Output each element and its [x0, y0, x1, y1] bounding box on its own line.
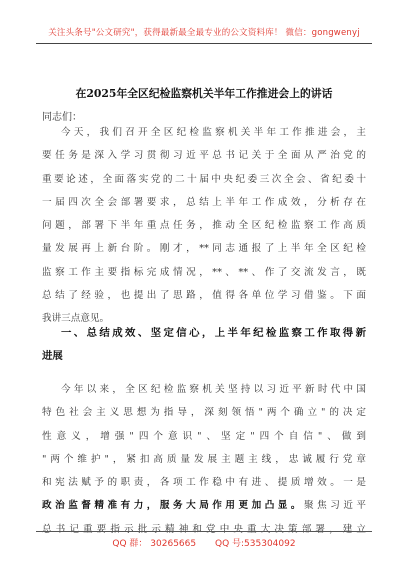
paragraph-line: 我讲三点意见。 [42, 313, 110, 325]
paragraph-line: 重要论述，全面落实党的二十届中央纪委三次全会、省纪委十 [42, 173, 366, 185]
paragraph-line: 总书记重要指示批示精神和党中央重大决策部署，建立 [42, 523, 366, 535]
paragraph-2 [42, 378, 366, 541]
paragraph-line: 今年以来，全区纪检监察机关坚持以习近平新时代中国 [61, 384, 366, 395]
section-heading-1 [42, 322, 366, 368]
footer-divider [36, 531, 372, 532]
document-title: 在2025年全区纪检监察机关半年工作推进会上的讲话 [75, 87, 333, 100]
paragraph-line [42, 494, 366, 517]
paragraph-line: 监察工作主要指标完成情况，**、**、作了交流发言，既 [42, 266, 366, 278]
paragraph-line: 今天，我们召开全区纪检监察机关半年工作推进会，主 [61, 127, 366, 138]
qq-number-text: QQ 号:535304092 [214, 539, 296, 549]
paragraph-line: 问题，部署下半年重点任务，推动全区纪检监察工作高质 [42, 220, 366, 232]
heading-line: 一、总结成效、坚定信心，上半年纪检监察工作取得新 [61, 327, 366, 339]
qq-group-text: QQ 群： 30265665 [112, 539, 197, 549]
paragraph-line: 和宪法赋予的职责，各项工作稳中有进、提质增效。一是 [42, 477, 366, 489]
emphasis-text: 政治监督精准有力，服务大局作用更加凸显。 [42, 500, 305, 512]
paragraph-line: 要任务是深入学习贯彻习近平总书记关于全面从严治党的 [42, 150, 366, 162]
paragraph-line: 一届四次全会部署要求，总结上半年工作成效，分析存在 [42, 196, 366, 208]
salutation: 同志们： [42, 112, 82, 123]
header-divider [36, 43, 372, 44]
paragraph-line: 总结了经验，也提出了思路，值得各单位学习借鉴。下面 [42, 290, 366, 302]
paragraph-line: 性意义，增强"四个意识"、坚定"四个自信"、做到 [42, 430, 366, 442]
paragraph-text: 聚焦习近平 [304, 500, 366, 512]
paragraph-line: 量发展再上新台阶。刚才，**同志通报了上半年全区纪检 [42, 243, 366, 255]
footer-contact [0, 536, 408, 549]
header-promo-note: 关注头条号"公文研究"，获得最新最全最专业的公文资料库！ 微信：gongwenyj [48, 28, 360, 38]
paragraph-line: 特色社会主义思想为指导，深刻领悟"两个确立"的决定 [42, 407, 366, 419]
paragraph-1 [42, 121, 366, 331]
heading-line: 进展 [42, 350, 63, 362]
paragraph-line: "两个维护"，紧扣高质量发展主题主线，忠诚履行党章 [42, 453, 366, 465]
